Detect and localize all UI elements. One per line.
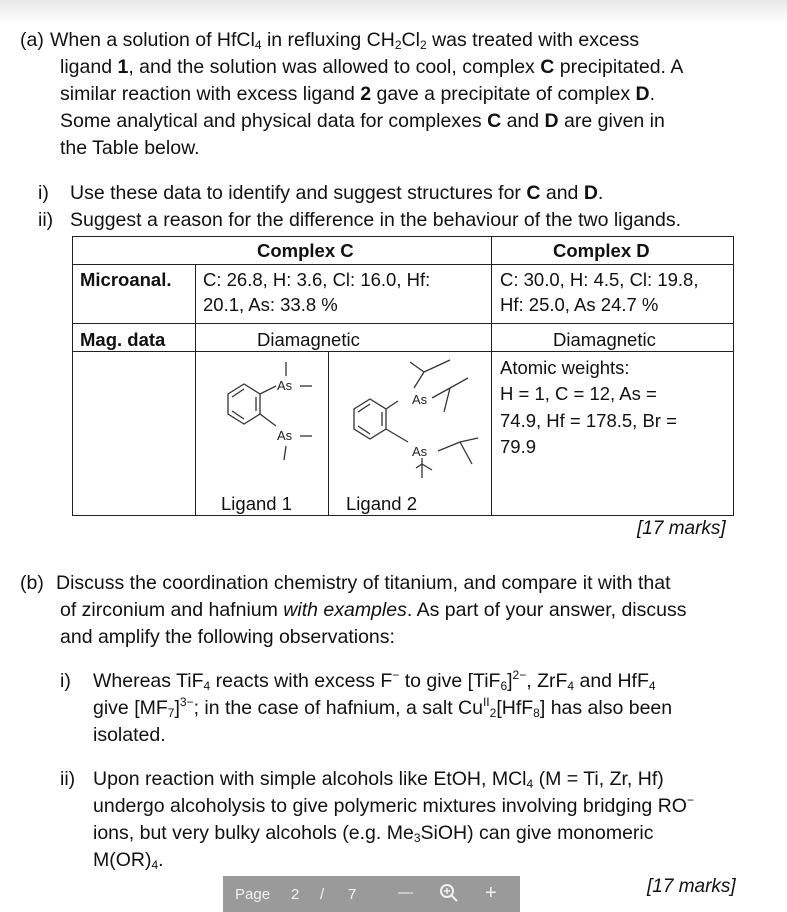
ligand-2-label: Ligand 2 [346, 493, 417, 514]
ligand-1-as-bottom: As [277, 428, 293, 443]
part-b-marks: [17 marks] [647, 876, 736, 897]
question-i-text: Use these data to identify and suggest structures for C and D. [70, 182, 604, 204]
row-microanal-label: Microanal. [80, 269, 172, 290]
microanal-c-line-1: C: 26.8, H: 3.6, Cl: 16.0, Hf: [203, 269, 431, 290]
mag-c-value: Diamagnetic [257, 329, 360, 350]
atomic-weights-title: Atomic weights: [500, 357, 630, 378]
page-current[interactable]: 2 [291, 886, 300, 903]
ligand-2-as-top: As [412, 392, 428, 407]
part-a-line-1: When a solution of HfCl$_4$ in refluxing $CH_2Cl_2$ was treated with excess [50, 29, 640, 52]
obs-i-line-1: Whereas TiF$_4$ reacts with excess F− to give $[TiF_6]^{2-}$, ZrF$_4$ and HfF$_4$ [93, 668, 656, 693]
page-toolbar [223, 876, 520, 912]
ligand-1-as-top: As [277, 378, 293, 393]
part-a-line-4: Some analytical and physical data for complexes C and D are given in [60, 110, 665, 132]
ligand-2-as-bottom: As [412, 444, 428, 459]
header-complex-c: Complex C [257, 240, 354, 261]
part-b-line-2: of zirconium and hafnium with examples. As part of your answer, discuss [60, 599, 687, 621]
obs-ii-line-3: ions, but very bulky alcohols (e.g. $Me_3SiOH$) can give monomeric [93, 822, 654, 845]
ligand-2-structure [332, 354, 490, 484]
atomic-weights-line-3: 79.9 [500, 436, 537, 457]
zoom-in-button[interactable]: + [485, 882, 497, 904]
obs-ii-num: ii) [60, 768, 76, 790]
microanal-c-line-2: 20.1, As: 33.8 % [203, 294, 338, 315]
page-total: 7 [348, 886, 357, 903]
question-i-num: i) [38, 182, 49, 204]
microanal-d-line-2: Hf: 25.0, As 24.7 % [500, 294, 659, 315]
ligand-1-label: Ligand 1 [221, 493, 292, 514]
part-a-line-3: similar reaction with excess ligand 2 gave a precipitate of complex D. [60, 83, 656, 105]
obs-i-line-3: isolated. [93, 724, 166, 746]
part-b-line-1: Discuss the coordination chemistry of titanium, and compare it with that [56, 572, 671, 594]
part-a-line-2: ligand 1, and the solution was allowed to cool, complex C precipitated. A [60, 56, 684, 78]
question-ii-text: Suggest a reason for the difference in the behaviour of the two ligands. [70, 209, 682, 231]
atomic-weights-line-2: 74.9, Hf = 178.5, Br = [500, 410, 677, 431]
zoom-out-button[interactable]: — [398, 884, 413, 901]
page-separator: / [320, 886, 325, 903]
part-a-label: (a) [20, 29, 44, 51]
obs-ii-line-1: Upon reaction with simple alcohols like EtOH, MCl$_4$ (M = Ti, Zr, Hf) [93, 768, 664, 791]
part-a-marks: [17 marks] [637, 518, 726, 539]
obs-ii-line-2: undergo alcoholysis to give polymeric mixtures involving bridging RO− [93, 793, 694, 817]
mag-d-value: Diamagnetic [553, 329, 656, 350]
microanal-d-line-1: C: 30.0, H: 4.5, Cl: 19.8, [500, 269, 699, 290]
ligand-1-structure [200, 354, 325, 466]
top-shadow [0, 0, 787, 24]
page-label: Page [235, 886, 271, 903]
atomic-weights-line-1: H = 1, C = 12, As = [500, 383, 657, 404]
zoom-icon[interactable] [439, 883, 459, 907]
obs-i-line-2: give $[MF_7]^{3-}$; in the case of hafnium, a salt $Cu^{II}_2[HfF_8]$ has also been [93, 695, 673, 720]
row-mag-label: Mag. data [80, 329, 166, 350]
question-ii-num: ii) [38, 209, 54, 231]
header-complex-d: Complex D [553, 240, 650, 261]
part-b-line-3: and amplify the following observations: [60, 626, 395, 648]
obs-i-num: i) [60, 670, 71, 692]
part-b-label: (b) [20, 572, 44, 594]
obs-ii-line-4: $M(OR)_4$. [93, 849, 164, 872]
part-a-line-5: the Table below. [60, 137, 200, 159]
